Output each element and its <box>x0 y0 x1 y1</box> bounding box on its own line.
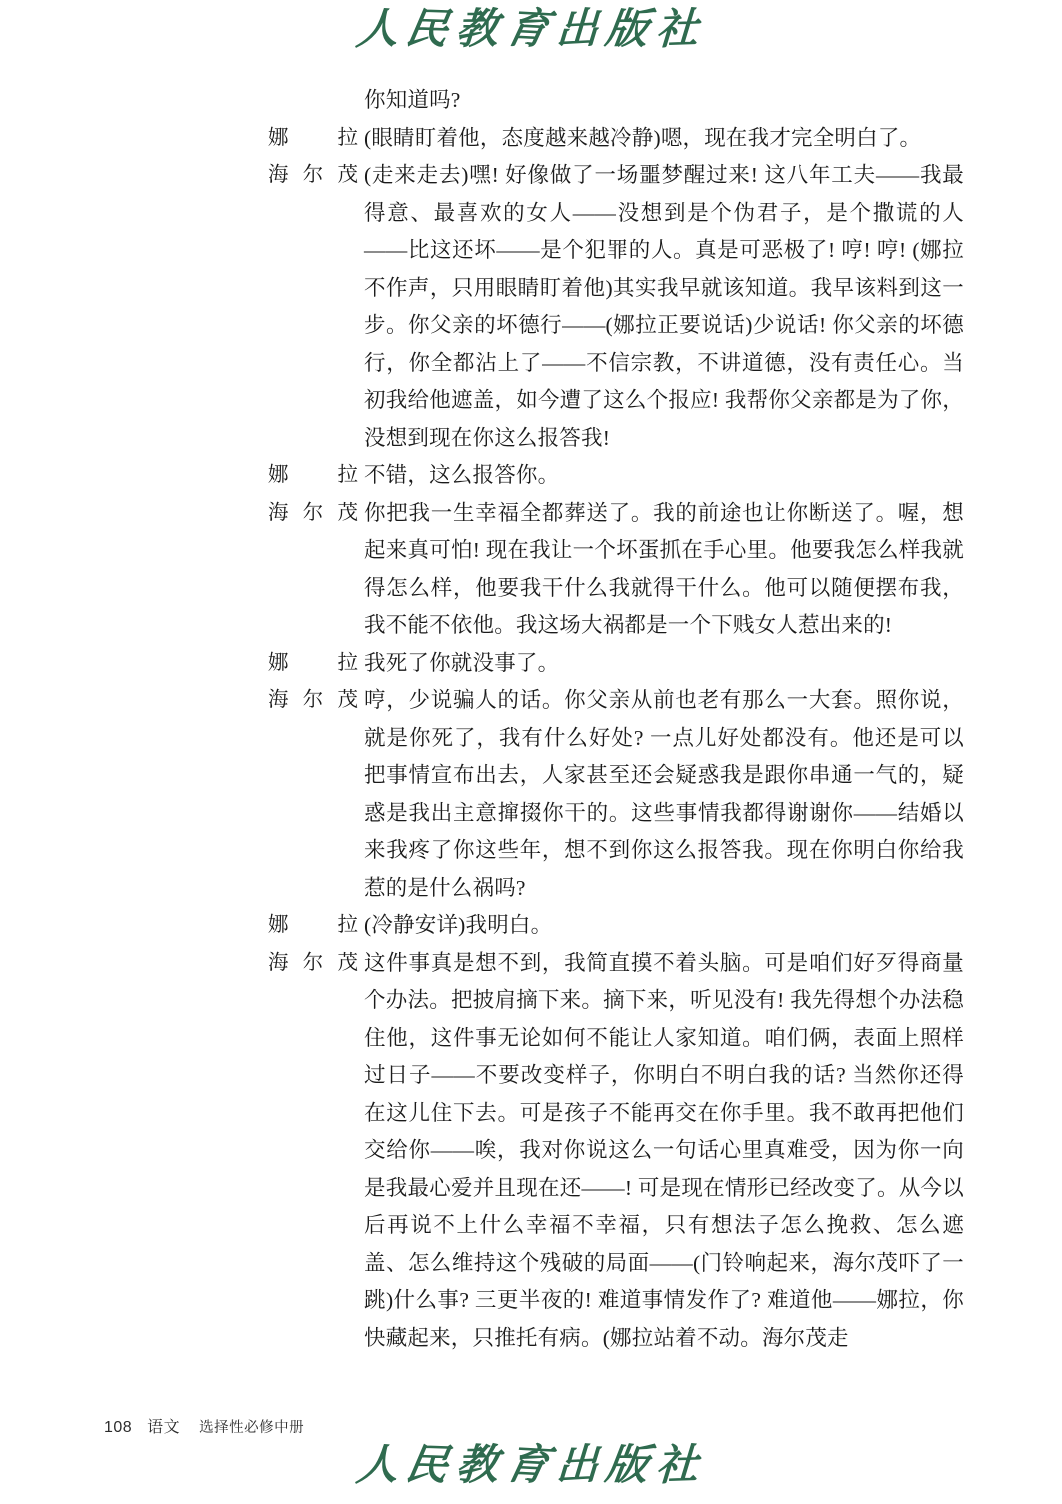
speech-text: 我死了你就没事了。 <box>364 650 560 675</box>
dialogue-line <box>0 907 1062 945</box>
speech-text: 哼，少说骗人的话。你父亲从前也老有那么一大套。照你说，就是你死了，我有什么好处? 一点儿好处都没有。他还是可以把事情宣布出去，人家甚至还会疑惑我是跟你串通一气的，疑惑是我出主意撺掇你干的。这些事情我都得谢谢你——结婚以来我疼了你这些年，想不到你这么报答我。现在你明白你给我惹的是什么祸吗? <box>364 688 964 900</box>
speech-text: 这件事真是想不到，我简直摸不着头脑。可是咱们好歹得商量个办法。把披肩摘下来。摘下来，听见没有! 我先得想个办法稳住他，这件事无论如何不能让人家知道。咱们俩，表面上照样过日子——不要改变样子，你明白不明白我的话? 当然你还得在这儿住下去。可是孩子不能再交在你手里。我不敢再把他们交给你——唉，我对你说这么一句话心里真难受，因为你一向是我最心爱并且现在还——! 可是现在情形已经改变了。从今以后再说不上什么幸福不幸福，只有想法子怎么挽救、怎么遮盖、怎么维持这个残破的局面——(门铃响起来，海尔茂吓了一跳)什么事? 三更半夜的! 难道事情发作了? 难道他——娜拉，你快藏起来，只推托有病。(娜拉站着不动。海尔茂走 <box>364 950 964 1350</box>
page-body <box>0 82 1062 1357</box>
speaker-name: 娜 拉 <box>268 126 358 149</box>
speech-text: 不错，这么报答你。 <box>364 463 560 487</box>
dialogue-line <box>0 457 1062 495</box>
dialogue-line <box>0 157 1062 457</box>
page-number: 108 <box>104 1419 133 1436</box>
dialogue-line <box>0 495 1062 645</box>
page-footer <box>104 1414 304 1437</box>
speaker-name: 娜 拉 <box>268 651 358 674</box>
footer-edition: 选择性必修中册 <box>199 1420 305 1436</box>
speaker-name: 海尔茂 <box>268 164 358 186</box>
speaker-name: 海尔茂 <box>268 951 358 974</box>
speech-text: (走来走去)嘿! 好像做了一场噩梦醒过来! 这八年工夫——我最得意、最喜欢的女人——没想到是个伪君子，是个撒谎的人——比这还坏——是个犯罪的人。真是可恶极了! 哼! 哼! (娜拉不作声，只用眼睛盯着他)其实我早就该知道。我早该料到这一步。你父亲的坏德行——(娜拉正要说话)少说话! 你父亲的坏德行，你全都沾上了——不信宗教，不讲道德，没有责任心。当初我给他遮盖，如今遭了这么个报应! 我帮你父亲都是为了你，没想到现在你这么报答我! <box>364 163 964 450</box>
speech-text: 你把我一生幸福全都葬送了。我的前途也让你断送了。喔，想起来真可怕! 现在我让一个坏蛋抓在手心里。他要我怎么样我就得怎么样，他要我干什么我就得干什么。他可以随便摆布我，我不能不依他。我这场大祸都是一个下贱女人惹出来的! <box>364 500 964 637</box>
speaker-name: 娜 拉 <box>268 464 358 486</box>
dialogue-line <box>0 120 1062 158</box>
publisher-logo-bottom: 人民教育出版社 <box>354 1441 708 1491</box>
dialogue-line <box>0 945 1062 1358</box>
speaker-name: 海尔茂 <box>268 501 358 524</box>
footer-subject: 语文 <box>147 1419 181 1436</box>
dialogue-line <box>0 682 1062 907</box>
speech-text: (冷静安详)我明白。 <box>364 913 553 937</box>
dialogue-line <box>0 82 1062 120</box>
dialogue-line <box>0 645 1062 683</box>
speaker-name: 海尔茂 <box>268 689 358 711</box>
speech-text: (眼睛盯着他，态度越来越冷静)嗯，现在我才完全明白了。 <box>364 125 922 150</box>
publisher-logo-top: 人民教育出版社 <box>354 5 708 55</box>
speaker-name: 娜 拉 <box>268 914 358 936</box>
opening-line-text: 你知道吗? <box>364 88 461 112</box>
